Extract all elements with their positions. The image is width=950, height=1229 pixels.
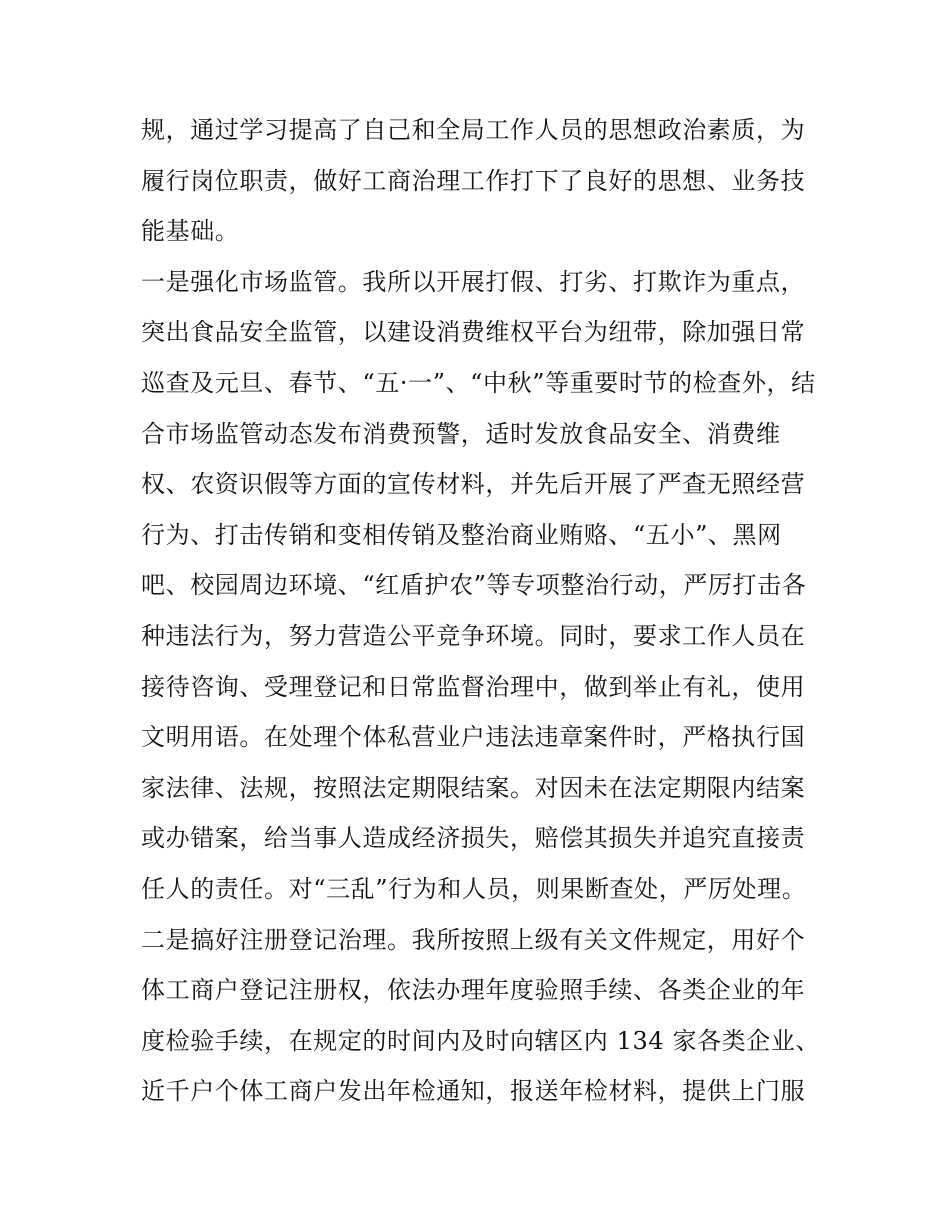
text-line: 能基础。 (141, 217, 240, 246)
text-line: 任人的责任。对“三乱”行为和人员，则果断查处，严厉处理。 (141, 874, 807, 903)
text-line: 文明用语。在处理个体私营业户违法违章案件时，严格执行国 (141, 723, 806, 752)
text-line: 合市场监管动态发布消费预警，适时发放食品安全、消费维 (141, 419, 781, 448)
text-line: 突出食品安全监管，以建设消费维权平台为纽带，除加强日常 (141, 318, 806, 347)
text-line: 家法律、法规，按照法定期限结案。对因未在法定期限内结案 (141, 773, 806, 802)
text-line: 种违法行为，努力营造公平竞争环境。同时，要求工作人员在 (141, 621, 806, 650)
text-line: 近千户个体工商户发出年检通知，报送年检材料，提供上门服 (141, 1077, 806, 1106)
text-line: 接待咨询、受理登记和日常监督治理中，做到举止有礼，使用 (141, 672, 806, 701)
text-line: 度检验手续，在规定的时间内及时向辖区内 134 家各类企业、 (141, 1026, 821, 1055)
text-line: 体工商户登记注册权，依法办理年度验照手续、各类企业的年 (141, 976, 806, 1005)
text-line: 行为、打击传销和变相传销及整治商业贿赂、“五小”、黑网 (141, 520, 782, 549)
body-text (141, 105, 821, 1117)
text-line: 履行岗位职责，做好工商治理工作打下了良好的思想、业务技 (141, 166, 806, 195)
text-line: 权、农资识假等方面的宣传材料，并先后开展了严查无照经营 (141, 470, 806, 499)
text-line: 二是搞好注册登记治理。我所按照上级有关文件规定，用好个 (141, 925, 806, 954)
text-line: 规，通过学习提高了自己和全局工作人员的思想政治素质，为 (141, 116, 806, 144)
text-line: 巡查及元旦、春节、“五·一”、“中秋”等重要时节的检查外，结 (141, 368, 816, 397)
text-line: 一是强化市场监管。我所以开展打假、打劣、打欺诈为重点， (141, 267, 806, 296)
text-line: 吧、校园周边环境、“红盾护农”等专项整治行动，严厉打击各 (141, 571, 807, 600)
text-line: 或办错案，给当事人造成经济损失，赔偿其损失并追究直接责 (141, 824, 806, 853)
